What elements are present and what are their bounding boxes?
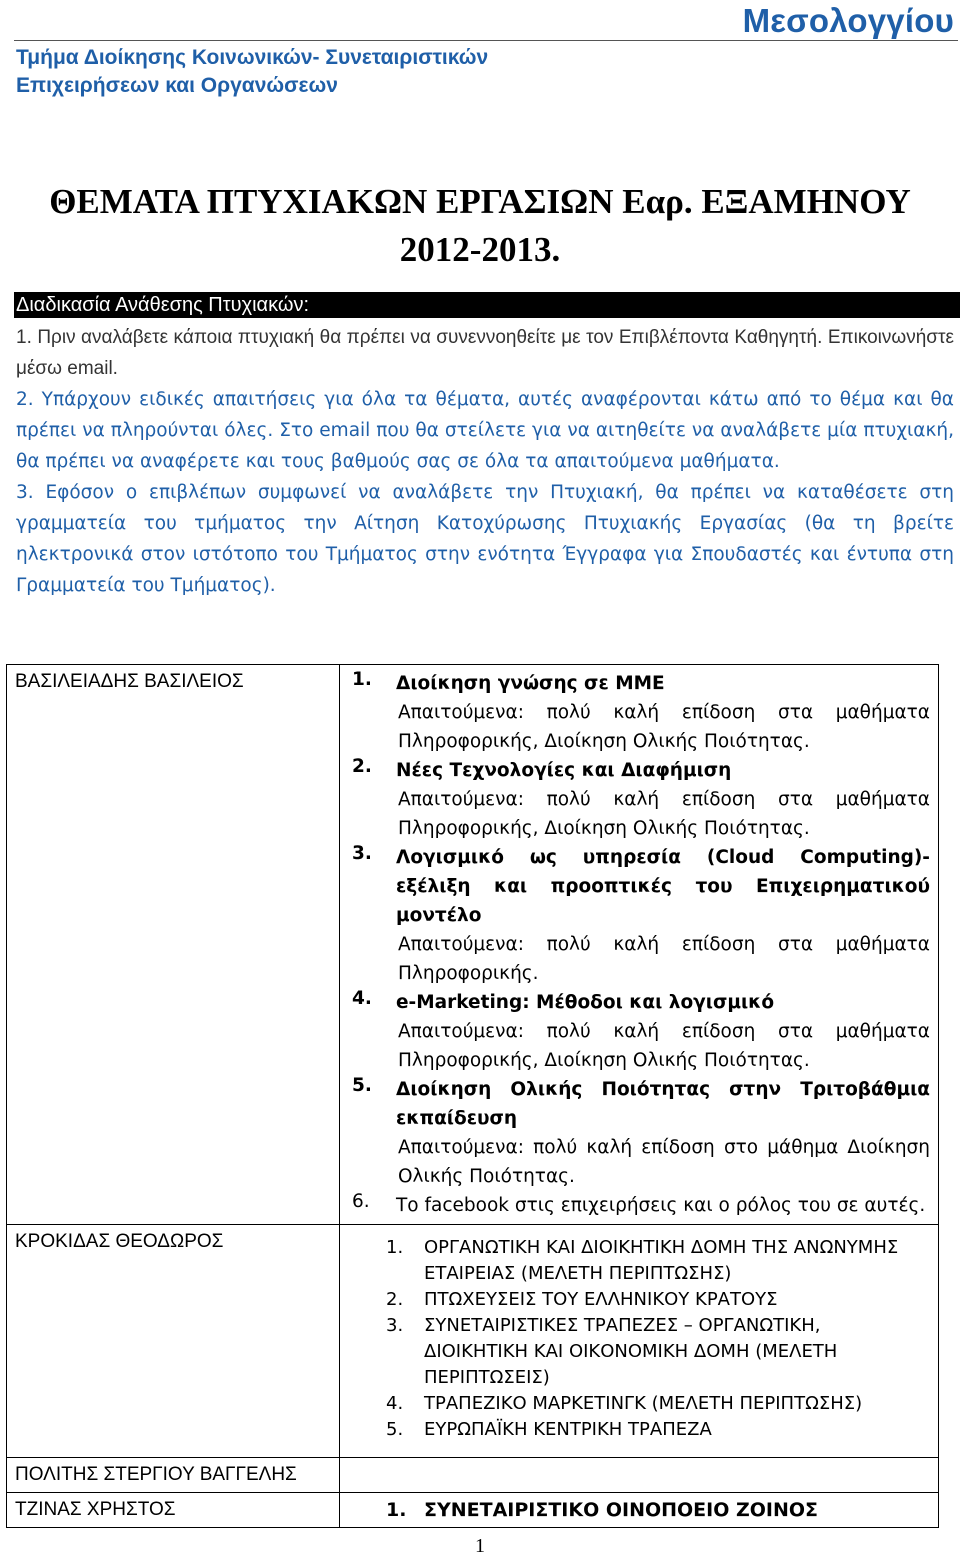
- table-row: [7, 1458, 939, 1493]
- procedure-steps: [16, 322, 954, 601]
- table-row: [7, 1225, 939, 1458]
- topic-title: ΠΤΩΧΕΥΣΕΙΣ ΤΟΥ ΕΛΛΗΝΙΚΟΥ ΚΡΑΤΟΥΣ: [424, 1289, 778, 1310]
- title-line-2: 2012-2013.: [399, 230, 561, 269]
- topic-number: 2.: [352, 756, 372, 777]
- topic-number: 3.: [386, 1315, 404, 1336]
- procedure-step-1: 1. Πριν αναλάβετε κάποια πτυχιακή θα πρέπει να συνεννοηθείτε με τον Επιβλέποντα Καθηγητή. Επικοινωνήστε μέσω email.: [16, 327, 954, 379]
- topic-number: 2.: [386, 1289, 404, 1310]
- topic-title: e-Marketing: Μέθοδοι και λογισμικό: [396, 992, 775, 1013]
- topic-number: 6.: [352, 1191, 370, 1212]
- topic-title: Διοίκηση Ολικής Ποιότητας στην Τριτοβάθμια εκπαίδευση: [396, 1079, 930, 1129]
- header-divider: [14, 40, 958, 41]
- supervisor-name: ΤΖΙΝΑΣ ΧΡΗΣΤΟΣ: [7, 1493, 340, 1528]
- topic-list: [340, 665, 939, 1225]
- topic-item: [348, 1235, 930, 1287]
- topic-list: [340, 1493, 939, 1528]
- topic-item: [348, 843, 930, 988]
- topic-item: [348, 1075, 930, 1191]
- department-line-1: Τμήμα Διοίκησης Κοινωνικών- Συνεταιριστικών: [16, 46, 489, 69]
- topic-requirements: Απαιτούμενα: πολύ καλή επίδοση στα μαθήματα Πληροφορικής, Διοίκηση Ολικής Ποιότητας.: [398, 702, 930, 752]
- procedure-step-2-text: 2. Υπάρχουν ειδικές απαιτήσεις για όλα τα θέματα, αυτές αναφέρονται κάτω από το θέμα και θα πρέπει να πληρούνται όλες.: [16, 389, 954, 441]
- topic-title: Λογισμικό ως υπηρεσία (Cloud Computing)- εξέλιξη και προοπτικές του Επιχειρηματικού μοντέλο: [396, 847, 930, 926]
- procedure-step-3: 3. Εφόσον ο επιβλέπων συμφωνεί να αναλάβετε την Πτυχιακή, θα πρέπει να καταθέσετε στη γραμματεία του τμήματος την Αίτηση Κατοχύρωσης Πτυχιακής Εργασίας (θα τη βρείτε ηλεκτρονικά στον ιστότοπο του Τμήματος στην ενότητα Έγγραφα για Σπουδαστές και έντυπα στη Γραμματεία του Τμήματος).: [16, 482, 954, 596]
- topic-number: 1.: [386, 1499, 407, 1521]
- topic-item: [348, 1417, 930, 1443]
- topic-title: Διοίκηση γνώσης σε ΜΜΕ: [396, 673, 665, 694]
- table-row: [7, 1493, 939, 1528]
- procedure-step-2-email: Στο email που θα στείλετε για να αιτηθείτε να αναλάβετε μία πτυχιακή, θα πρέπει να αναφέρετε και τους βαθμούς σας σε όλα τα απαιτούμενα μαθήματα.: [16, 420, 954, 472]
- supervisor-name: ΒΑΣΙΛΕΙΑΔΗΣ ΒΑΣΙΛΕΙΟΣ: [7, 665, 340, 1225]
- supervisor-name: ΚΡΟΚΙΔΑΣ ΘΕΟΔΩΡΟΣ: [7, 1225, 340, 1458]
- topic-number: 5.: [386, 1419, 404, 1440]
- thesis-topics-table: [6, 664, 939, 1528]
- topic-title: ΣΥΝΕΤΑΙΡΙΣΤΙΚΟ ΟΙΝΟΠΟΕΙΟ ΖΟΙΝΟΣ: [424, 1499, 819, 1521]
- topic-list-empty: [340, 1458, 939, 1493]
- table-row: [7, 665, 939, 1225]
- topic-item: [348, 1191, 930, 1220]
- topic-item: [348, 1313, 930, 1391]
- procedure-heading: Διαδικασία Ανάθεσης Πτυχιακών:: [14, 292, 960, 318]
- topic-number: 3.: [352, 843, 372, 864]
- topic-item: [348, 988, 930, 1075]
- topic-item: [348, 1391, 930, 1417]
- topic-item: [348, 756, 930, 843]
- topic-title: ΤΡΑΠΕΖΙΚΟ ΜΑΡΚΕΤΙΝΓΚ (ΜΕΛΕΤΗ ΠΕΡΙΠΤΩΣΗΣ): [424, 1393, 863, 1414]
- topic-number: 1.: [386, 1237, 404, 1258]
- topic-list: [340, 1225, 939, 1458]
- document-title: [0, 178, 960, 274]
- topic-item: [348, 1497, 930, 1523]
- topic-item: [348, 1287, 930, 1313]
- institution-name: Μεσολογγίου: [742, 2, 954, 39]
- topic-requirements: Απαιτούμενα: πολύ καλή επίδοση στα μαθήματα Πληροφορικής, Διοίκηση Ολικής Ποιότητας.: [398, 1021, 930, 1071]
- topic-number: 4.: [386, 1393, 404, 1414]
- procedure-step-2: [16, 384, 954, 477]
- topic-title: ΟΡΓΑΝΩΤΙΚΗ ΚΑΙ ΔΙΟΙΚΗΤΙΚΗ ΔΟΜΗ ΤΗΣ ΑΝΩΝΥΜΗΣ ΕΤΑΙΡΕΙΑΣ (ΜΕΛΕΤΗ ΠΕΡΙΠΤΩΣΗΣ): [424, 1237, 899, 1284]
- topic-title: ΣΥΝΕΤΑΙΡΙΣΤΙΚΕΣ ΤΡΑΠΕΖΕΣ – ΟΡΓΑΝΩΤΙΚΗ, ΔΙΟΙΚΗΤΙΚΗ ΚΑΙ ΟΙΚΟΝΟΜΙΚΗ ΔΟΜΗ (ΜΕΛΕΤΗ ΠΕΡΙΠΤΩΣΕΙΣ): [424, 1315, 838, 1388]
- topic-requirements: Απαιτούμενα: πολύ καλή επίδοση στα μαθήματα Πληροφορικής.: [398, 934, 930, 984]
- page-number: 1: [475, 1535, 485, 1557]
- topic-item: [348, 669, 930, 756]
- topic-title: ΕΥΡΩΠΑΪΚΗ ΚΕΝΤΡΙΚΗ ΤΡΑΠΕΖΑ: [424, 1419, 712, 1440]
- title-line-1: ΘΕΜΑΤΑ ΠΤΥΧΙΑΚΩΝ ΕΡΓΑΣΙΩΝ Εαρ. ΕΞΑΜΗΝΟΥ: [49, 182, 911, 221]
- topic-requirements: Απαιτούμενα: πολύ καλή επίδοση στα μαθήματα Πληροφορικής, Διοίκηση Ολικής Ποιότητας.: [398, 789, 930, 839]
- department-line-2: Επιχειρήσεων και Οργανώσεων: [16, 74, 338, 97]
- topic-requirements: Απαιτούμενα: πολύ καλή επίδοση στο μάθημα Διοίκηση Ολικής Ποιότητας.: [398, 1137, 930, 1187]
- topic-title: Το facebook στις επιχειρήσεις και ο ρόλος του σε αυτές.: [396, 1195, 926, 1216]
- department-name: [16, 44, 488, 100]
- topic-number: 4.: [352, 988, 372, 1009]
- supervisor-name: ΠΟΛΙΤΗΣ ΣΤΕΡΓΙΟΥ ΒΑΓΓΕΛΗΣ: [7, 1458, 340, 1493]
- topic-number: 5.: [352, 1075, 372, 1096]
- topic-title: Νέες Τεχνολογίες και Διαφήμιση: [396, 760, 732, 781]
- topic-number: 1.: [352, 669, 372, 690]
